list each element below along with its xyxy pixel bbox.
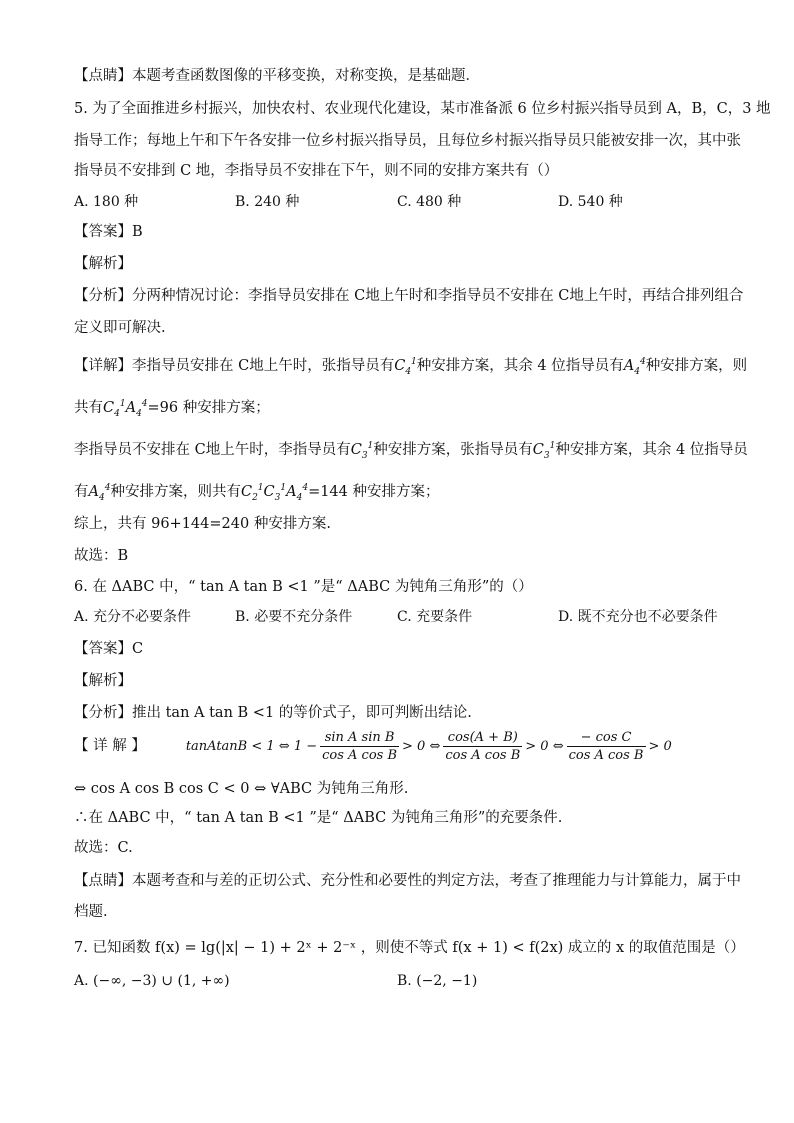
q5-xiangjie-line4 [74, 478, 440, 508]
q5-choose: 故选：B [74, 548, 129, 564]
combination-c31: $C_3^1$ [350, 441, 374, 461]
q5-xiangjie-4b: 种安排方案，则共有 [110, 483, 241, 500]
q7-option-b: B. (−2, −1) [397, 973, 478, 989]
q6-expr-start: tanAtanB < 1 ⇔ 1 − [185, 739, 318, 754]
fraction3-numerator: − cos C [567, 729, 646, 747]
fraction2-numerator: cos(A + B) [443, 729, 522, 747]
combination-c41: $C_4^1$ [394, 357, 417, 377]
q6-xiangjie-label: 【 详 解 】 [74, 738, 146, 754]
q6-xiangjie-line2: ⇔ cos A cos B cos C < 0 ⇔ ∀ABC 为钝角三角形. [74, 781, 409, 797]
q5-option-a: A. 180 种 [74, 194, 139, 210]
q5-option-b: B. 240 种 [235, 194, 300, 210]
product-c41-a44: $C_4^1A_4^4$ [103, 399, 148, 419]
q5-xiangjie-4c: =144 种安排方案； [308, 483, 440, 500]
q5-xiangjie-3c: 种安排方案，其余 4 位指导员 [555, 441, 748, 458]
q6-answer: 【答案】C [74, 641, 144, 657]
q5-xiangjie-2b: =96 种安排方案； [147, 399, 270, 416]
product-c21-c31-a44: $C_2^1C_3^1A_4^4$ [240, 483, 309, 503]
combination-c31-b: $C_3^1$ [532, 441, 556, 461]
fraction-cos-sum [443, 729, 522, 764]
q6-stem: 6. 在 ΔABC 中，“ tan A tan B <1 ”是“ ΔABC 为钝角三角形”的（） [74, 579, 533, 595]
fraction-sin-over-cos [320, 729, 399, 764]
q5-xiangjie-line1 [74, 352, 747, 382]
q6-expr-mid2: > 0 ⇔ [525, 739, 564, 754]
q5-stem-line3: 指导员不安排到 C 地，李指导员不安排在下午，则不同的安排方案共有（） [74, 163, 559, 179]
q6-option-d: D. 既不充分也不必要条件 [558, 609, 718, 625]
q6-dianjing-line1: 【点睛】本题考查和与差的正切公式、充分性和必要性的判定方法，考查了推理能力与计算能力，属于中 [74, 873, 741, 889]
fraction1-numerator: sin A sin B [320, 729, 399, 747]
fraction3-denominator: cos A cos B [568, 747, 644, 763]
q5-answer: 【答案】B [74, 224, 143, 240]
q7-option-a: A. (−∞, −3) ∪ (1, +∞) [74, 973, 230, 989]
q6-option-a: A. 充分不必要条件 [74, 609, 192, 625]
q6-option-c: C. 充要条件 [397, 609, 473, 625]
arrangement-a44: $A_4^4$ [623, 357, 646, 377]
q4-dianjing: 【点睛】本题考查函数图像的平移变换，对称变换，是基础题． [74, 68, 480, 84]
q5-xiangjie-3a: 李指导员不安排在 C地上午时，李指导员有 [74, 441, 351, 458]
q5-option-d: D. 540 种 [558, 194, 623, 210]
q5-stem-line2: 指导工作；每地上午和下午各安排一位乡村振兴指导员，且每位乡村振兴指导员只能被安排一次，其中张 [74, 133, 741, 149]
q5-xiangjie-2a: 共有 [74, 399, 103, 416]
q6-dianjing-line2: 档题. [74, 904, 108, 920]
q6-conclusion: ∴在 ΔABC 中，“ tan A tan B <1 ”是“ ΔABC 为钝角三角形”的充要条件. [74, 810, 563, 826]
q5-analysis-heading: 【解析】 [74, 256, 132, 272]
q6-fenxi: 【分析】推出 tan A tan B <1 的等价式子，即可判断出结论. [74, 705, 472, 721]
q7-stem: 7. 已知函数 f(x) = lg(|x| − 1) + 2ˣ + 2⁻ˣ ，则使不等式 f(x + 1) < f(2x) 成立的 x 的取值范围是（） [74, 940, 745, 956]
fraction1-denominator: cos A cos B [322, 747, 398, 763]
q5-summary: 综上，共有 96+144=240 种安排方案. [74, 516, 331, 532]
q5-xiangjie-1a: 【详解】李指导员安排在 C地上午时，张指导员有 [74, 357, 395, 374]
q6-expr-mid1: > 0 ⇔ [402, 739, 441, 754]
q6-xiangjie-line1 [74, 728, 672, 765]
fraction2-denominator: cos A cos B [445, 747, 521, 763]
q5-xiangjie-4a: 有 [74, 483, 89, 500]
q6-analysis-heading: 【解析】 [74, 673, 132, 689]
q5-stem-line1: 5. 为了全面推进乡村振兴，加快农村、农业现代化建设，某市准备派 6 位乡村振兴指导员到 A，B，C，3 地 [74, 101, 771, 117]
q6-choose: 故选：C. [74, 840, 133, 856]
q6-option-b: B. 必要不充分条件 [235, 609, 353, 625]
fraction-neg-cos-c [567, 729, 646, 764]
q5-fenxi-line1: 【分析】分两种情况讨论：李指导员安排在 C地上午时和李指导员不安排在 C地上午时，再结合排列组合 [74, 288, 744, 304]
q6-expr-tail: > 0 [648, 739, 672, 754]
q5-xiangjie-line3 [74, 436, 748, 466]
q5-xiangjie-line2 [74, 394, 270, 424]
q5-xiangjie-3b: 种安排方案，张指导员有 [373, 441, 533, 458]
arrangement-a44-b: $A_4^4$ [88, 483, 111, 503]
q5-xiangjie-1c: 种安排方案，则 [645, 357, 748, 374]
q5-fenxi-line2: 定义即可解决. [74, 320, 166, 336]
q5-option-c: C. 480 种 [397, 194, 462, 210]
q5-xiangjie-1b: 种安排方案，其余 4 位指导员有 [416, 357, 624, 374]
